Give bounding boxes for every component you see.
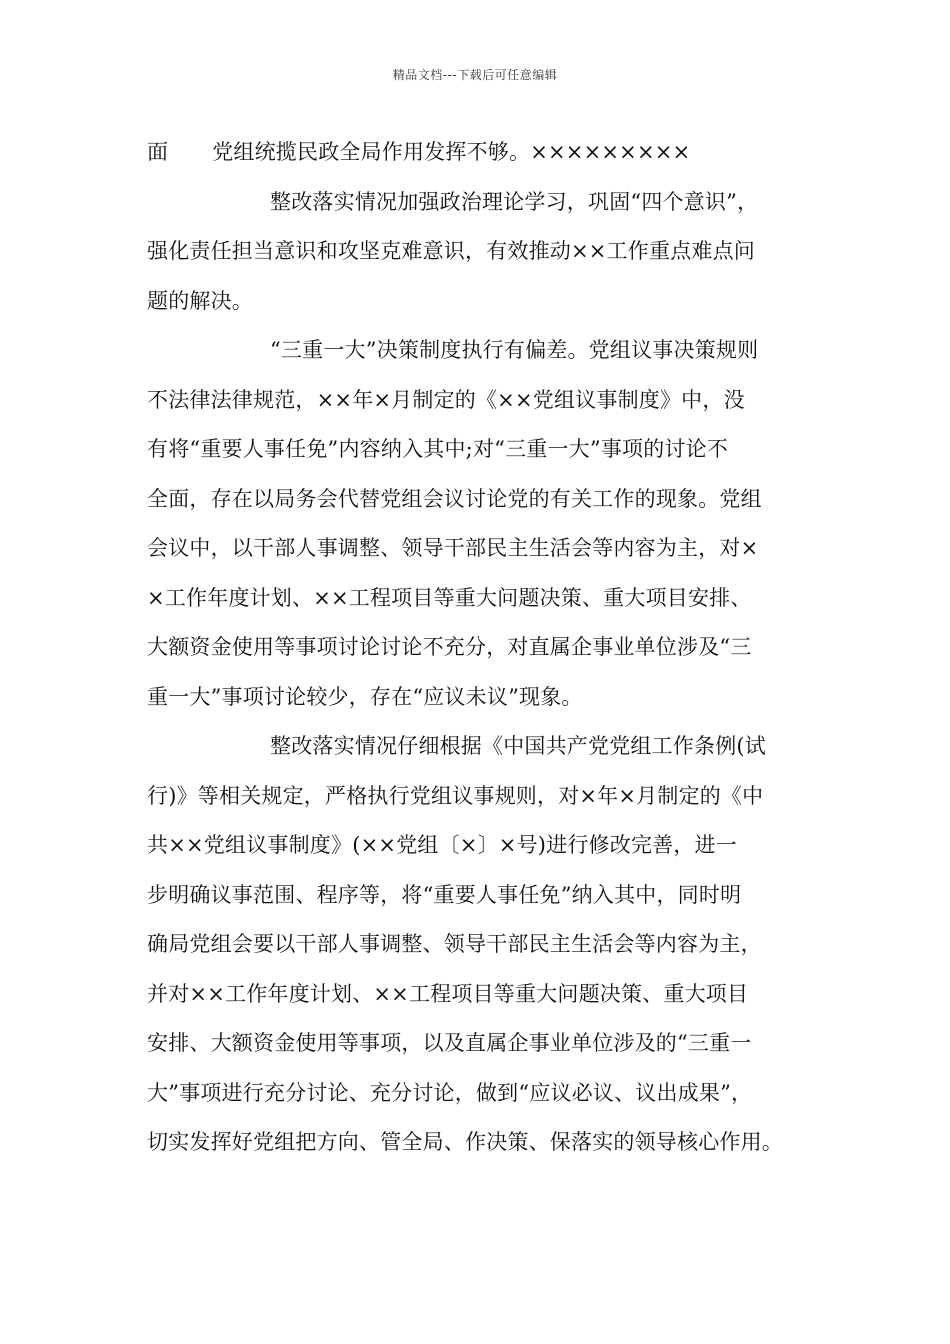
paragraph-start: “三重一大”决策制度执行有偏差。党组议事决策规则: [270, 338, 759, 362]
line-text: 党组统揽民政全局作用发挥不够。×××××××××: [212, 140, 691, 164]
text-line: 大额资金使用等事项讨论讨论不充分，对直属企事业单位涉及“三: [147, 635, 752, 659]
paragraph-start: 整改落实情况加强政治理论学习，巩固“四个意识”，: [270, 189, 759, 214]
line-prefix: 面: [147, 140, 169, 164]
text-line: 题的解决。: [147, 288, 253, 313]
text-line: 全面，存在以局务会代替党组会议讨论党的有关工作的现象。党组: [147, 486, 762, 511]
text-line: 步明确议事范围、程序等，将“重要人事任免”纳入其中，同时明: [147, 882, 742, 907]
text-line: 不法律法律规范，××年×月制定的《××党组议事制度》中，没: [147, 387, 745, 412]
text-line: 行)》等相关规定，严格执行党组议事规则，对×年×月制定的《中: [147, 783, 764, 808]
text-line: 重一大”事项讨论较少，存在“应议未议”现象。: [147, 684, 583, 709]
text-line: 会议中，以干部人事调整、领导干部民主生活会等内容为主，对×: [147, 536, 759, 560]
text-line: 有将“重要人事任免”内容纳入其中;对“三重一大”事项的讨论不: [147, 437, 729, 461]
page-header: 精品文档---下载后可任意编辑: [392, 68, 558, 82]
text-line: [147, 128, 827, 178]
text-line: 大”事项进行充分讨论、充分讨论，做到“应议必议、议出成果”，: [147, 1080, 753, 1105]
text-line: 安排、大额资金使用等事项，以及直属企事业单位涉及的“三重一: [147, 1031, 752, 1055]
text-line: 强化责任担当意识和攻坚克难意识，有效推动××工作重点难点问: [147, 239, 755, 263]
paragraph-start: 整改落实情况仔细根据《中国共产党党组工作条例(试: [270, 734, 766, 758]
text-line: ×工作年度计划、××工程项目等重大问题决策、重大项目安排、: [147, 585, 752, 610]
text-line: 共××党组议事制度》(××党组〔×〕×号)进行修改完善，进一: [147, 833, 737, 857]
text-line: 确局党组会要以干部人事调整、领导干部民主生活会等内容为主，: [147, 932, 762, 956]
text-line: 并对××工作年度计划、××工程项目等重大问题决策、重大项目: [147, 981, 749, 1006]
document-body: [147, 128, 827, 1168]
text-line: 切实发挥好党组把方向、管全局、作决策、保落实的领导核心作用。: [147, 1130, 783, 1154]
